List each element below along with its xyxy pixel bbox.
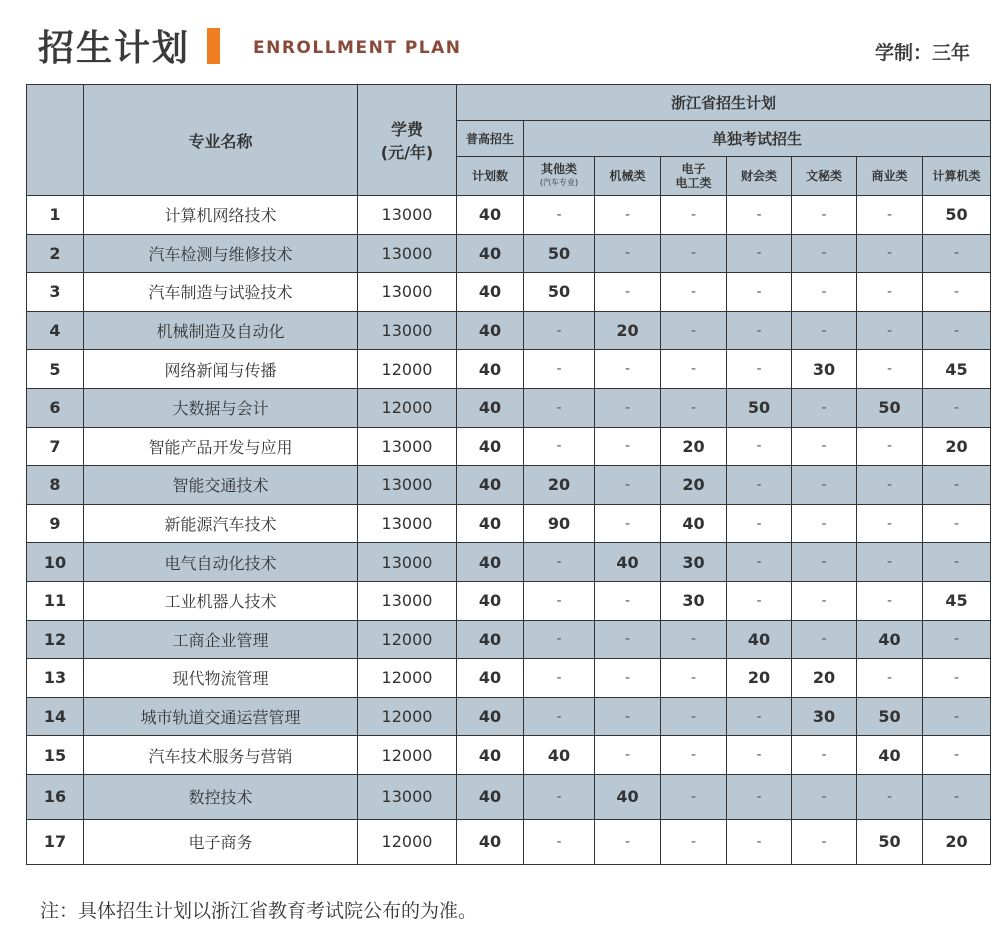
tuition-fee: 12000 xyxy=(358,350,457,389)
major-name: 新能源汽车技术 xyxy=(84,504,358,543)
category-quota: - xyxy=(857,504,923,543)
category-quota: - xyxy=(595,196,661,235)
category-quota: - xyxy=(595,819,661,864)
tuition-fee: 13000 xyxy=(358,543,457,582)
tuition-fee: 13000 xyxy=(358,234,457,273)
category-quota: - xyxy=(923,620,991,659)
category-quota: - xyxy=(595,620,661,659)
tuition-fee: 12000 xyxy=(358,736,457,775)
category-quota: - xyxy=(661,388,727,427)
plan-count: 40 xyxy=(457,819,524,864)
category-quota: 20 xyxy=(727,659,792,698)
category-other-header xyxy=(524,157,595,196)
category-quota: 50 xyxy=(857,819,923,864)
category-quota: - xyxy=(727,543,792,582)
category-quota: 45 xyxy=(923,581,991,620)
category-quota: 20 xyxy=(661,466,727,505)
category-quota: 30 xyxy=(661,581,727,620)
category-quota: - xyxy=(727,196,792,235)
tuition-fee: 12000 xyxy=(358,819,457,864)
category-quota: - xyxy=(792,196,857,235)
category-quota: - xyxy=(857,543,923,582)
plan-count-header: 计划数 xyxy=(457,157,524,196)
table-row xyxy=(27,196,991,235)
plan-count: 40 xyxy=(457,697,524,736)
row-index: 3 xyxy=(27,273,84,312)
major-name: 机械制造及自动化 xyxy=(84,311,358,350)
category-secretarial-header: 文秘类 xyxy=(792,157,857,196)
category-quota: - xyxy=(524,311,595,350)
plan-count: 40 xyxy=(457,659,524,698)
plan-count: 40 xyxy=(457,543,524,582)
category-quota: - xyxy=(923,311,991,350)
category-quota: - xyxy=(661,774,727,819)
category-quota: - xyxy=(792,581,857,620)
category-quota: - xyxy=(727,504,792,543)
major-name: 计算机网络技术 xyxy=(84,196,358,235)
category-quota: - xyxy=(524,697,595,736)
row-index: 8 xyxy=(27,466,84,505)
category-quota: 30 xyxy=(792,350,857,389)
study-duration: 学制：三年 xyxy=(874,42,970,64)
major-name: 现代物流管理 xyxy=(84,659,358,698)
major-name: 工商企业管理 xyxy=(84,620,358,659)
category-quota: - xyxy=(524,543,595,582)
major-name: 电子商务 xyxy=(84,819,358,864)
category-accounting-header: 财会类 xyxy=(727,157,792,196)
zhejiang-plan-header: 浙江省招生计划 xyxy=(457,85,991,121)
category-quota: 20 xyxy=(923,427,991,466)
row-index: 13 xyxy=(27,659,84,698)
category-quota: 40 xyxy=(661,504,727,543)
table-row xyxy=(27,581,991,620)
category-quota: - xyxy=(661,620,727,659)
category-quota: - xyxy=(727,466,792,505)
category-quota: - xyxy=(524,350,595,389)
tuition-fee: 13000 xyxy=(358,774,457,819)
category-quota: - xyxy=(661,819,727,864)
row-index: 12 xyxy=(27,620,84,659)
plan-count: 40 xyxy=(457,311,524,350)
table-row xyxy=(27,774,991,819)
row-index: 16 xyxy=(27,774,84,819)
category-quota: - xyxy=(661,234,727,273)
major-name: 智能产品开发与应用 xyxy=(84,427,358,466)
table-row xyxy=(27,273,991,312)
tuition-fee: 13000 xyxy=(358,427,457,466)
major-name: 网络新闻与传播 xyxy=(84,350,358,389)
category-quota: - xyxy=(857,350,923,389)
category-quota: 40 xyxy=(595,543,661,582)
category-quota: - xyxy=(727,273,792,312)
category-quota: 20 xyxy=(524,466,595,505)
category-quota: - xyxy=(524,388,595,427)
category-quota: - xyxy=(857,774,923,819)
category-quota: 50 xyxy=(923,196,991,235)
major-name: 汽车检测与维修技术 xyxy=(84,234,358,273)
row-index: 14 xyxy=(27,697,84,736)
category-quota: - xyxy=(792,819,857,864)
category-quota: 40 xyxy=(524,736,595,775)
category-quota: - xyxy=(923,543,991,582)
table-row xyxy=(27,819,991,864)
category-quota: - xyxy=(727,774,792,819)
category-quota: - xyxy=(923,234,991,273)
category-quota: - xyxy=(727,311,792,350)
table-row xyxy=(27,350,991,389)
major-name: 工业机器人技术 xyxy=(84,581,358,620)
category-quota: - xyxy=(923,273,991,312)
tuition-fee: 12000 xyxy=(358,620,457,659)
category-quota: - xyxy=(727,736,792,775)
category-quota: - xyxy=(661,273,727,312)
category-quota: - xyxy=(524,581,595,620)
row-index: 10 xyxy=(27,543,84,582)
category-quota: 20 xyxy=(595,311,661,350)
major-name: 智能交通技术 xyxy=(84,466,358,505)
plan-count: 40 xyxy=(457,620,524,659)
plan-count: 40 xyxy=(457,736,524,775)
plan-count: 40 xyxy=(457,234,524,273)
category-electronic-header xyxy=(661,157,727,196)
plan-count: 40 xyxy=(457,504,524,543)
category-quota: - xyxy=(792,774,857,819)
row-index: 5 xyxy=(27,350,84,389)
category-quota: - xyxy=(857,466,923,505)
table-row xyxy=(27,466,991,505)
tuition-fee: 13000 xyxy=(358,581,457,620)
category-quota: - xyxy=(727,234,792,273)
row-index: 6 xyxy=(27,388,84,427)
category-quota: 50 xyxy=(857,388,923,427)
tuition-fee: 12000 xyxy=(358,697,457,736)
table-row xyxy=(27,311,991,350)
category-quota: - xyxy=(857,427,923,466)
row-index: 9 xyxy=(27,504,84,543)
category-quota: - xyxy=(595,273,661,312)
tuition-fee: 12000 xyxy=(358,388,457,427)
fee-header xyxy=(358,85,457,196)
enrollment-table xyxy=(26,84,991,865)
category-quota: - xyxy=(792,234,857,273)
category-quota: - xyxy=(857,581,923,620)
major-name: 大数据与会计 xyxy=(84,388,358,427)
table-row xyxy=(27,543,991,582)
category-quota: - xyxy=(595,697,661,736)
category-quota: - xyxy=(792,466,857,505)
table-row xyxy=(27,697,991,736)
category-quota: - xyxy=(661,311,727,350)
category-other-label: 其他类 xyxy=(540,162,577,176)
tuition-fee: 13000 xyxy=(358,504,457,543)
row-index: 17 xyxy=(27,819,84,864)
category-quota: - xyxy=(595,427,661,466)
category-quota: - xyxy=(524,620,595,659)
category-quota: - xyxy=(661,697,727,736)
row-index: 15 xyxy=(27,736,84,775)
category-quota: 40 xyxy=(595,774,661,819)
category-other-note: (汽车专业) xyxy=(539,178,579,187)
row-index: 11 xyxy=(27,581,84,620)
major-name: 汽车技术服务与营销 xyxy=(84,736,358,775)
category-quota: 50 xyxy=(727,388,792,427)
plan-count: 40 xyxy=(457,196,524,235)
category-quota: - xyxy=(524,774,595,819)
category-quota: 30 xyxy=(792,697,857,736)
category-quota: 40 xyxy=(857,620,923,659)
category-quota: - xyxy=(595,659,661,698)
category-quota: - xyxy=(792,427,857,466)
fee-header-label: 学费 xyxy=(390,120,423,139)
category-quota: - xyxy=(857,311,923,350)
tuition-fee: 12000 xyxy=(358,659,457,698)
category-quota: - xyxy=(923,466,991,505)
category-quota: - xyxy=(923,697,991,736)
category-quota: - xyxy=(661,736,727,775)
single-exam-header: 单独考试招生 xyxy=(524,121,991,157)
category-quota: - xyxy=(923,504,991,543)
row-index: 7 xyxy=(27,427,84,466)
category-quota: - xyxy=(727,427,792,466)
row-index: 4 xyxy=(27,311,84,350)
major-name: 数控技术 xyxy=(84,774,358,819)
category-quota: - xyxy=(595,736,661,775)
index-header xyxy=(27,85,84,196)
fee-header-unit: (元/年) xyxy=(380,143,434,162)
table-body xyxy=(27,196,991,865)
category-quota: - xyxy=(923,736,991,775)
table-row xyxy=(27,504,991,543)
category-quota: - xyxy=(727,350,792,389)
category-quota: - xyxy=(857,659,923,698)
table-row xyxy=(27,659,991,698)
plan-count: 40 xyxy=(457,581,524,620)
category-quota: - xyxy=(792,736,857,775)
category-quota: - xyxy=(524,196,595,235)
category-quota: - xyxy=(857,234,923,273)
category-mechanical-header: 机械类 xyxy=(595,157,661,196)
row-index: 1 xyxy=(27,196,84,235)
category-quota: - xyxy=(727,697,792,736)
major-name: 城市轨道交通运营管理 xyxy=(84,697,358,736)
category-quota: 20 xyxy=(661,427,727,466)
major-header: 专业名称 xyxy=(84,85,358,196)
category-quota: - xyxy=(595,466,661,505)
row-index: 2 xyxy=(27,234,84,273)
category-quota: - xyxy=(595,388,661,427)
page-subtitle: ENROLLMENT PLAN xyxy=(253,38,462,58)
category-quota: - xyxy=(792,620,857,659)
plan-count: 40 xyxy=(457,427,524,466)
general-admission-header: 普高招生 xyxy=(457,121,524,157)
category-quota: 20 xyxy=(923,819,991,864)
category-quota: - xyxy=(595,350,661,389)
plan-count: 40 xyxy=(457,388,524,427)
plan-count: 40 xyxy=(457,273,524,312)
category-quota: 20 xyxy=(792,659,857,698)
major-name: 汽车制造与试验技术 xyxy=(84,273,358,312)
category-business-header: 商业类 xyxy=(857,157,923,196)
category-quota: - xyxy=(595,581,661,620)
category-quota: 50 xyxy=(524,273,595,312)
category-quota: - xyxy=(792,543,857,582)
plan-count: 40 xyxy=(457,466,524,505)
category-quota: - xyxy=(524,819,595,864)
table-row xyxy=(27,234,991,273)
category-quota: - xyxy=(923,388,991,427)
footnote: 注：具体招生计划以浙江省教育考试院公布的为准。 xyxy=(40,900,478,922)
table-row xyxy=(27,427,991,466)
category-quota: - xyxy=(661,659,727,698)
category-quota: - xyxy=(792,388,857,427)
title-accent-bar xyxy=(207,28,220,64)
category-computer-header: 计算机类 xyxy=(923,157,991,196)
tuition-fee: 13000 xyxy=(358,311,457,350)
category-quota: 40 xyxy=(857,736,923,775)
page-title: 招生计划 xyxy=(38,28,191,69)
category-quota: 50 xyxy=(857,697,923,736)
category-quota: - xyxy=(661,196,727,235)
tuition-fee: 13000 xyxy=(358,196,457,235)
category-quota: 90 xyxy=(524,504,595,543)
category-quota: - xyxy=(727,581,792,620)
category-quota: 50 xyxy=(524,234,595,273)
category-quota: - xyxy=(857,196,923,235)
category-quota: - xyxy=(792,273,857,312)
category-quota: - xyxy=(595,504,661,543)
table-row xyxy=(27,388,991,427)
category-quota: - xyxy=(595,234,661,273)
table-row xyxy=(27,620,991,659)
category-quota: - xyxy=(923,774,991,819)
category-electronic-line2: 电工类 xyxy=(675,176,712,190)
plan-count: 40 xyxy=(457,350,524,389)
category-quota: - xyxy=(524,659,595,698)
category-quota: 40 xyxy=(727,620,792,659)
plan-count: 40 xyxy=(457,774,524,819)
tuition-fee: 13000 xyxy=(358,273,457,312)
category-quota: - xyxy=(923,659,991,698)
category-quota: - xyxy=(727,819,792,864)
category-quota: - xyxy=(524,427,595,466)
table-row xyxy=(27,736,991,775)
category-quota: - xyxy=(792,504,857,543)
category-quota: 45 xyxy=(923,350,991,389)
major-name: 电气自动化技术 xyxy=(84,543,358,582)
category-quota: - xyxy=(857,273,923,312)
category-quota: - xyxy=(661,350,727,389)
category-quota: - xyxy=(792,311,857,350)
tuition-fee: 13000 xyxy=(358,466,457,505)
category-quota: 30 xyxy=(661,543,727,582)
category-electronic-line1: 电子 xyxy=(681,162,706,176)
